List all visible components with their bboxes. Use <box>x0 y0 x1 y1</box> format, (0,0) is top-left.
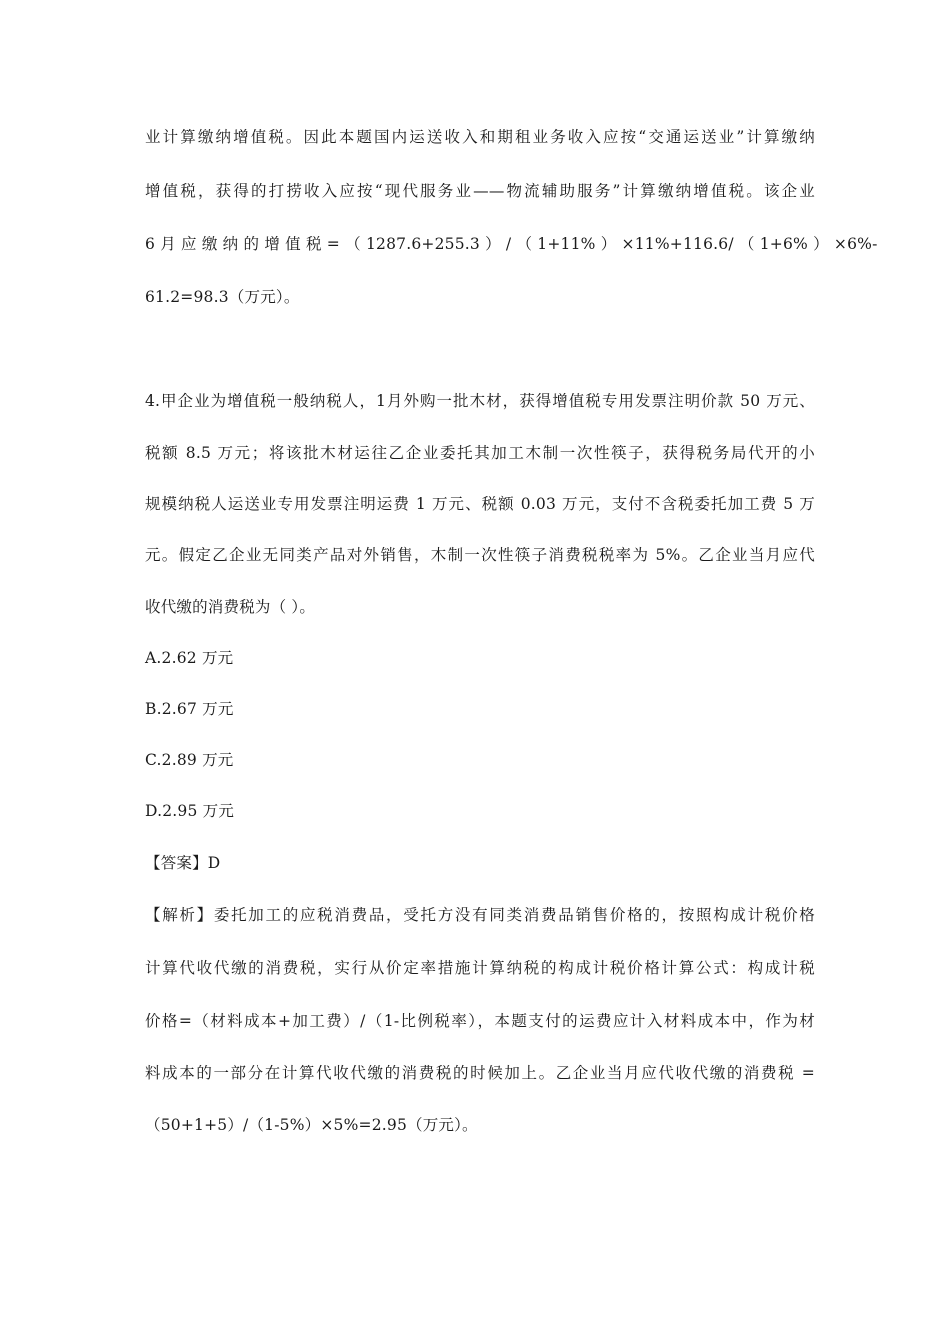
option-b: B.2.67 万元 <box>145 700 234 718</box>
analysis-line-2: 计算代收代缴的消费税，实行从价定率措施计算纳税的构成计税价格计算公式：构成计税 <box>145 959 815 977</box>
analysis-line-4: 料成本的一部分在计算代收代缴的消费税的时候加上。乙企业当月应代收代缴的消费税 = <box>145 1064 815 1082</box>
option-c: C.2.89 万元 <box>145 751 234 769</box>
analysis-line-1: 【解析】委托加工的应税消费品，受托方没有同类消费品销售价格的，按照构成计税价格 <box>145 906 815 924</box>
option-a: A.2.62 万元 <box>145 649 234 667</box>
question-line-4: 元。假定乙企业无同类产品对外销售，木制一次性筷子消费税税率为 5%。乙企业当月应代 <box>145 546 815 564</box>
analysis-line-5: （50+1+5）/（1-5%）×5%=2.95（万元）。 <box>145 1116 478 1134</box>
question-line-3: 规模纳税人运送业专用发票注明运费 1 万元、税额 0.03 万元，支付不含税委托加工费 5 万 <box>145 495 815 513</box>
question-line-2: 税额 8.5 万元；将该批木材运往乙企业委托其加工木制一次性筷子，获得税务局代开的小 <box>145 444 815 462</box>
prev-explanation-line-3: 6 月 应 缴 纳 的 增 值 税 = （ 1287.6+255.3 ） / （ 1+11% ） ×11%+116.6/ （ 1+6% ） ×6%- <box>145 235 878 253</box>
prev-explanation-line-2: 增值税，获得的打捞收入应按“现代服务业——物流辅助服务”计算缴纳增值税。该企业 <box>145 182 815 200</box>
option-d: D.2.95 万元 <box>145 802 235 820</box>
prev-explanation-line-1: 业计算缴纳增值税。因此本题国内运送收入和期租业务收入应按“交通运送业”计算缴纳 <box>145 128 815 146</box>
question-line-1: 4.甲企业为增值税一般纳税人，1月外购一批木材，获得增值税专用发票注明价款 50 万元、 <box>145 392 815 410</box>
analysis-line-3: 价格=（材料成本+加工费）/（1-比例税率），本题支付的运费应计入材料成本中，作为材 <box>145 1012 815 1030</box>
answer-line: 【答案】D <box>145 854 221 872</box>
prev-explanation-line-4: 61.2=98.3（万元）。 <box>145 288 300 306</box>
question-line-5: 收代缴的消费税为（ ）。 <box>145 598 316 616</box>
